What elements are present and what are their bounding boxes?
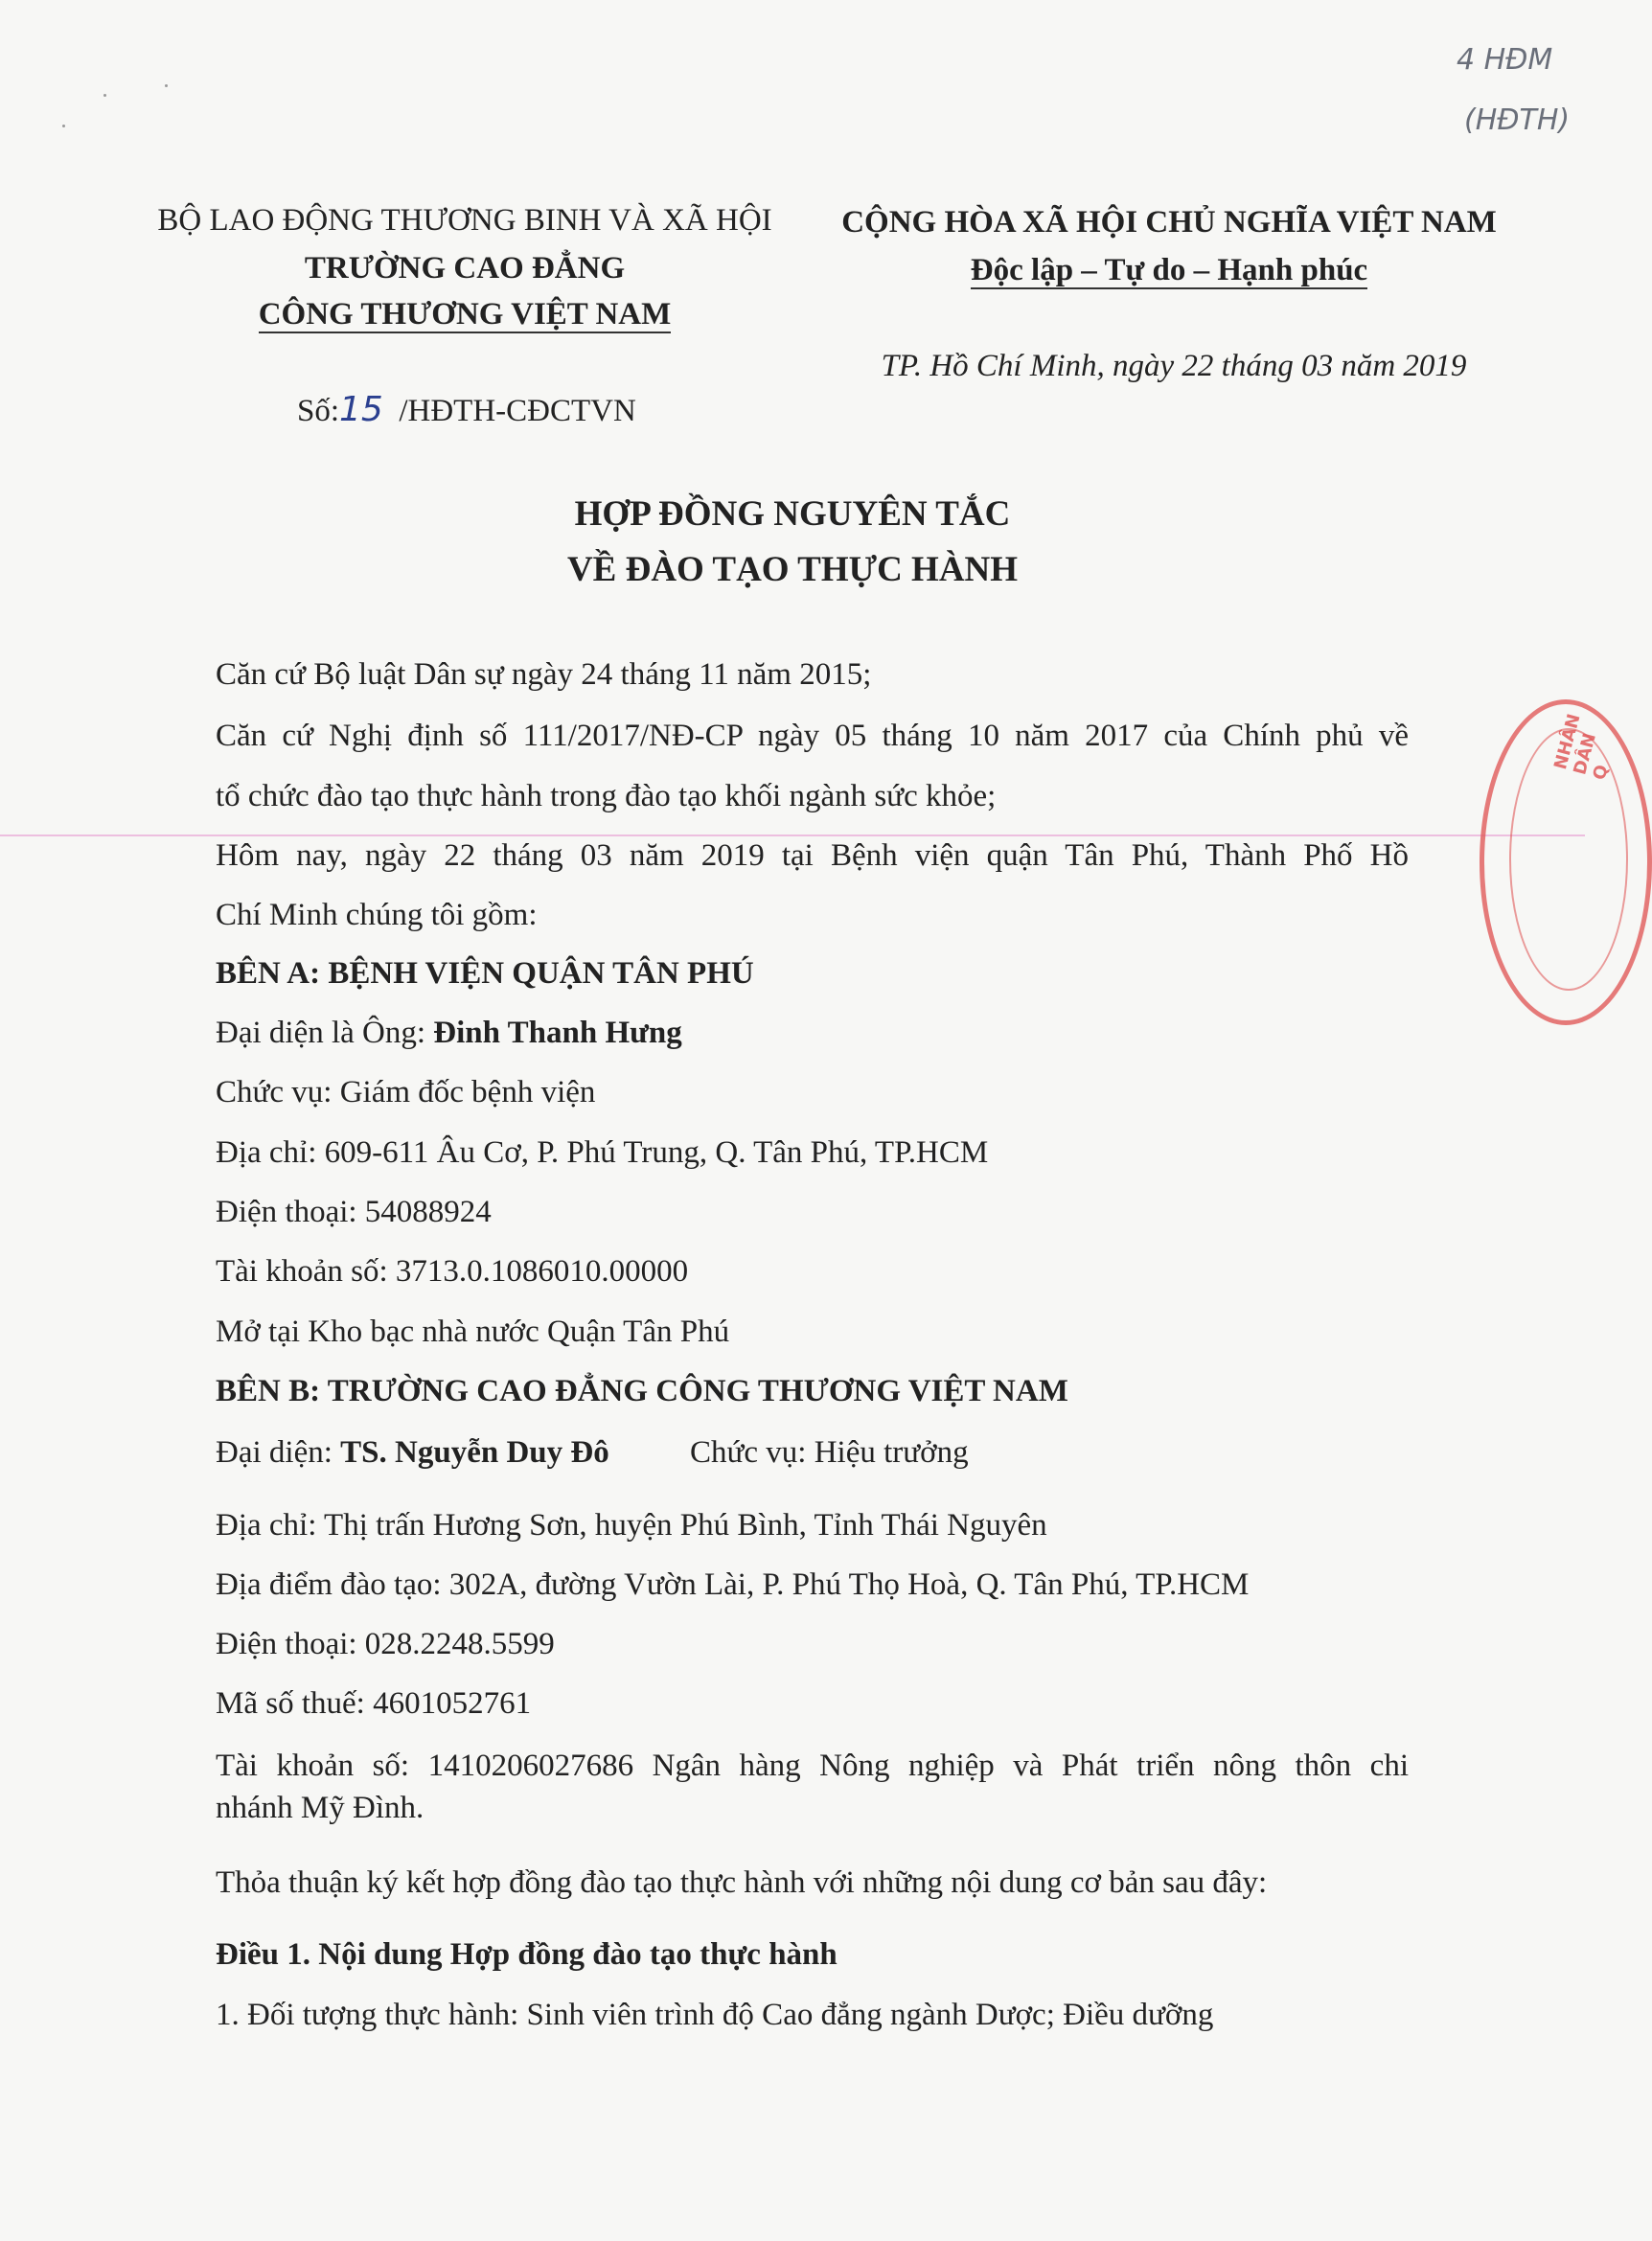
red-seal-text: NHÂN DÂN Q bbox=[1550, 711, 1613, 783]
party-a-representative bbox=[216, 1014, 682, 1052]
basis-decree-line2: tổ chức đào tạo thực hành trong đào tạo khối ngành sức khỏe; bbox=[216, 779, 997, 813]
scan-speck bbox=[103, 94, 106, 97]
party-b-representative bbox=[216, 1433, 609, 1472]
party-b-account-line2: nhánh Mỹ Đình. bbox=[216, 1791, 424, 1825]
national-motto-text: Độc lập – Tự do – Hạnh phúc bbox=[970, 253, 1368, 287]
party-a-bank: Mở tại Kho bạc nhà nước Quận Tân Phú bbox=[216, 1315, 730, 1349]
party-a-rep-name: Đinh Thanh Hưng bbox=[433, 1016, 682, 1050]
document-number bbox=[297, 391, 636, 430]
corner-note-line2: (HĐTH) bbox=[1464, 103, 1571, 137]
party-b-tax-code: Mã số thuế: 4601052761 bbox=[216, 1686, 532, 1721]
basis-decree-line1: Căn cứ Nghị định số 111/2017/NĐ-CP ngày 05 tháng 10 năm 2017 của Chính phủ về bbox=[216, 719, 1409, 753]
party-b-rep-name: TS. Nguyễn Duy Đô bbox=[340, 1435, 609, 1470]
party-a-heading: BÊN A: BỆNH VIỆN QUẬN TÂN PHÚ bbox=[216, 956, 754, 991]
place-date: TP. Hồ Chí Minh, ngày 22 tháng 03 năm 2019 bbox=[881, 349, 1467, 383]
party-a-rep-label: Đại diện là Ông: bbox=[216, 1016, 434, 1050]
today-line2: Chí Minh chúng tôi gồm: bbox=[216, 898, 538, 932]
party-b-position: Chức vụ: Hiệu trưởng bbox=[690, 1435, 969, 1470]
school-name-line2 bbox=[144, 295, 786, 333]
article-1-item-1: 1. Đối tượng thực hành: Sinh viên trình độ Cao đẳng ngành Dược; Điều dưỡng bbox=[216, 1998, 1214, 2032]
party-a-address: Địa chỉ: 609-611 Âu Cơ, P. Phú Trung, Q. Tân Phú, TP.HCM bbox=[216, 1135, 989, 1170]
country-name: CỘNG HÒA XÃ HỘI CHỦ NGHĨA VIỆT NAM bbox=[841, 205, 1497, 240]
party-a-position: Chức vụ: Giám đốc bệnh viện bbox=[216, 1075, 596, 1109]
party-b-account-line1: Tài khoản số: 1410206027686 Ngân hàng Nông nghiệp và Phát triển nông thôn chi bbox=[216, 1749, 1409, 1783]
scan-speck bbox=[165, 84, 168, 87]
party-a-phone: Điện thoại: 54088924 bbox=[216, 1195, 492, 1229]
party-b-phone: Điện thoại: 028.2248.5599 bbox=[216, 1627, 555, 1661]
article-1-heading: Điều 1. Nội dung Hợp đồng đào tạo thực hành bbox=[216, 1937, 837, 1972]
ministry-name: BỘ LAO ĐỘNG THƯƠNG BINH VÀ XÃ HỘI bbox=[157, 203, 772, 238]
party-b-heading: BÊN B: TRƯỜNG CAO ĐẲNG CÔNG THƯƠNG VIỆT NAM bbox=[216, 1374, 1068, 1408]
party-b-address: Địa chỉ: Thị trấn Hương Sơn, huyện Phú Bình, Tỉnh Thái Nguyên bbox=[216, 1508, 1047, 1543]
document-number-prefix: Số: bbox=[297, 394, 340, 428]
school-name-line1: TRƯỜNG CAO ĐẲNG bbox=[304, 251, 626, 286]
corner-note-line1: 4 HĐM bbox=[1457, 43, 1553, 77]
basis-civil-code: Căn cứ Bộ luật Dân sự ngày 24 tháng 11 năm 2015; bbox=[216, 657, 872, 692]
school-name-line2-text: CÔNG THƯƠNG VIỆT NAM bbox=[258, 297, 672, 332]
agreement-statement: Thỏa thuận ký kết hợp đồng đào tạo thực hành với những nội dung cơ bản sau đây: bbox=[216, 1865, 1268, 1900]
party-a-account: Tài khoản số: 3713.0.1086010.00000 bbox=[216, 1254, 689, 1289]
contract-title-line1: HỢP ĐỒNG NGUYÊN TẮC bbox=[574, 494, 1011, 534]
party-b-rep-label: Đại diện: bbox=[216, 1435, 341, 1470]
contract-title-line2: VỀ ĐÀO TẠO THỰC HÀNH bbox=[566, 550, 1019, 589]
national-motto bbox=[834, 251, 1504, 289]
document-number-suffix: /HĐTH-CĐCTVN bbox=[399, 394, 636, 428]
document-number-handwritten: 15 bbox=[339, 390, 383, 429]
today-line1: Hôm nay, ngày 22 tháng 03 năm 2019 tại Bệnh viện quận Tân Phú, Thành Phố Hồ bbox=[216, 838, 1409, 873]
scan-speck bbox=[62, 125, 65, 127]
party-b-training-site: Địa điểm đào tạo: 302A, đường Vườn Lài, P. Phú Thọ Hoà, Q. Tân Phú, TP.HCM bbox=[216, 1567, 1250, 1602]
